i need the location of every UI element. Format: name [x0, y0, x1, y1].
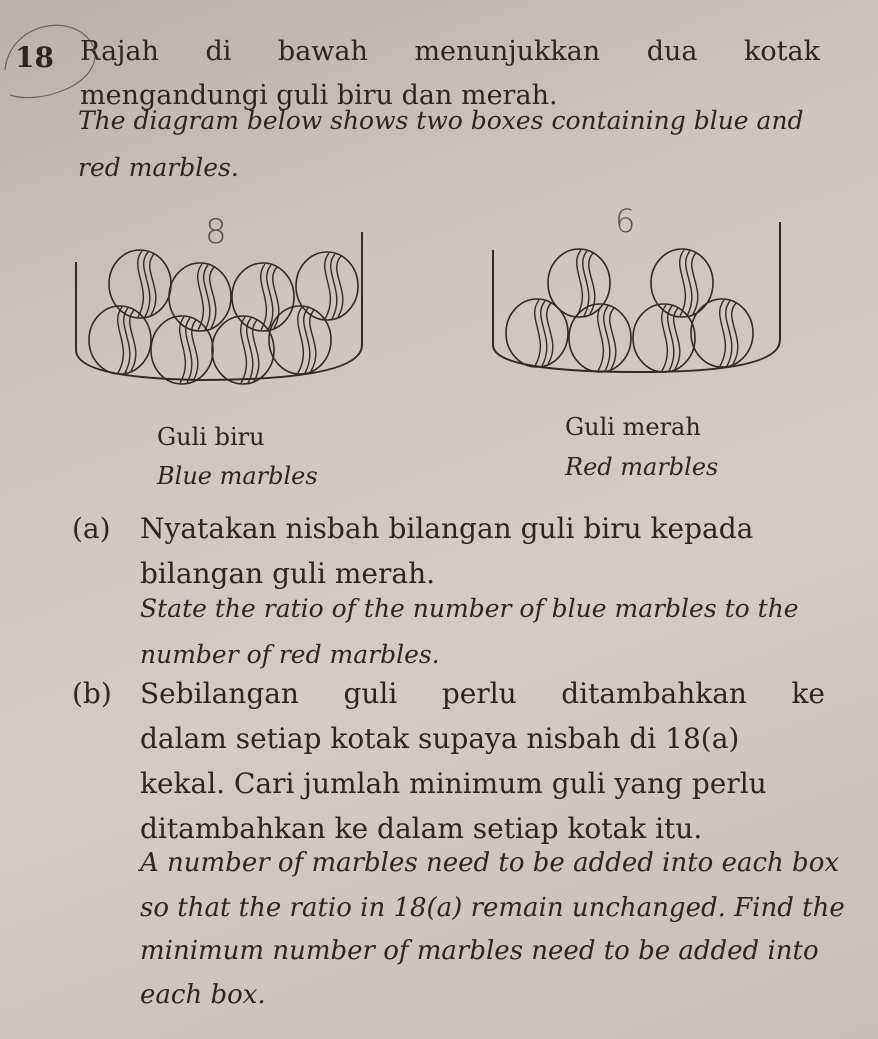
marble	[232, 263, 294, 331]
marble	[89, 306, 151, 374]
word: Rajah	[80, 36, 159, 67]
word: di	[205, 36, 232, 67]
part-b-english-line1: A number of marbles need to be added into each box	[140, 848, 840, 878]
part-a-malay-line1: Nyatakan nisbah bilangan guli biru kepada	[140, 512, 754, 545]
marble	[212, 316, 274, 384]
marble	[548, 249, 610, 317]
part-b-malay-line4: ditambahkan ke dalam setiap kotak itu.	[140, 812, 703, 845]
marble	[151, 316, 213, 384]
marble	[633, 304, 695, 372]
part-a-english-line1: State the ratio of the number of blue marbles to the	[140, 594, 799, 623]
part-b-malay-line2: dalam setiap kotak supaya nisbah di 18(a)	[140, 722, 740, 755]
blue-label-english: Blue marbles	[157, 462, 318, 490]
part-b-english-line2: so that the ratio in 18(a) remain unchanged. Find the	[140, 893, 845, 923]
blue-label-malay: Guli biru	[157, 423, 265, 451]
intro-english-line2: red marbles.	[78, 153, 239, 182]
part-a-label: (a)	[72, 512, 111, 545]
marble	[296, 252, 358, 320]
word: dua	[646, 36, 698, 67]
part-b-english-line3: minimum number of marbles need to be added into	[140, 936, 819, 966]
word: kotak	[744, 36, 820, 67]
red-marble-box	[493, 222, 780, 372]
marble	[169, 263, 231, 331]
part-b-malay-line1	[140, 677, 825, 710]
marble	[651, 249, 713, 317]
handwritten-count-blue: 8	[205, 212, 227, 252]
blue-marbles	[89, 250, 358, 384]
red-marbles	[506, 249, 753, 372]
word: perlu	[441, 677, 517, 710]
marble	[109, 250, 171, 318]
intro-malay-line1	[80, 38, 820, 65]
red-label-english: Red marbles	[565, 453, 719, 481]
part-b-label: (b)	[72, 677, 112, 710]
word: bawah	[277, 36, 368, 67]
marble	[691, 299, 753, 367]
word: ke	[791, 677, 825, 710]
word: guli	[343, 677, 398, 710]
intro-english-line1: The diagram below shows two boxes containing blue and	[78, 106, 804, 135]
intro-malay-line2: mengandungi guli biru dan merah.	[80, 80, 558, 111]
handwritten-count-red: 6	[615, 202, 636, 240]
word: menunjukkan	[414, 36, 601, 67]
word: Sebilangan	[140, 677, 299, 710]
question-number: 18	[15, 41, 54, 74]
part-a-malay-line2: bilangan guli merah.	[140, 557, 436, 590]
part-a-english-line2: number of red marbles.	[140, 640, 440, 669]
part-b-english-line4: each box.	[140, 980, 266, 1010]
word: ditambahkan	[561, 677, 747, 710]
part-b-malay-line3: kekal. Cari jumlah minimum guli yang perlu	[140, 767, 767, 800]
red-label-malay: Guli merah	[565, 413, 701, 441]
